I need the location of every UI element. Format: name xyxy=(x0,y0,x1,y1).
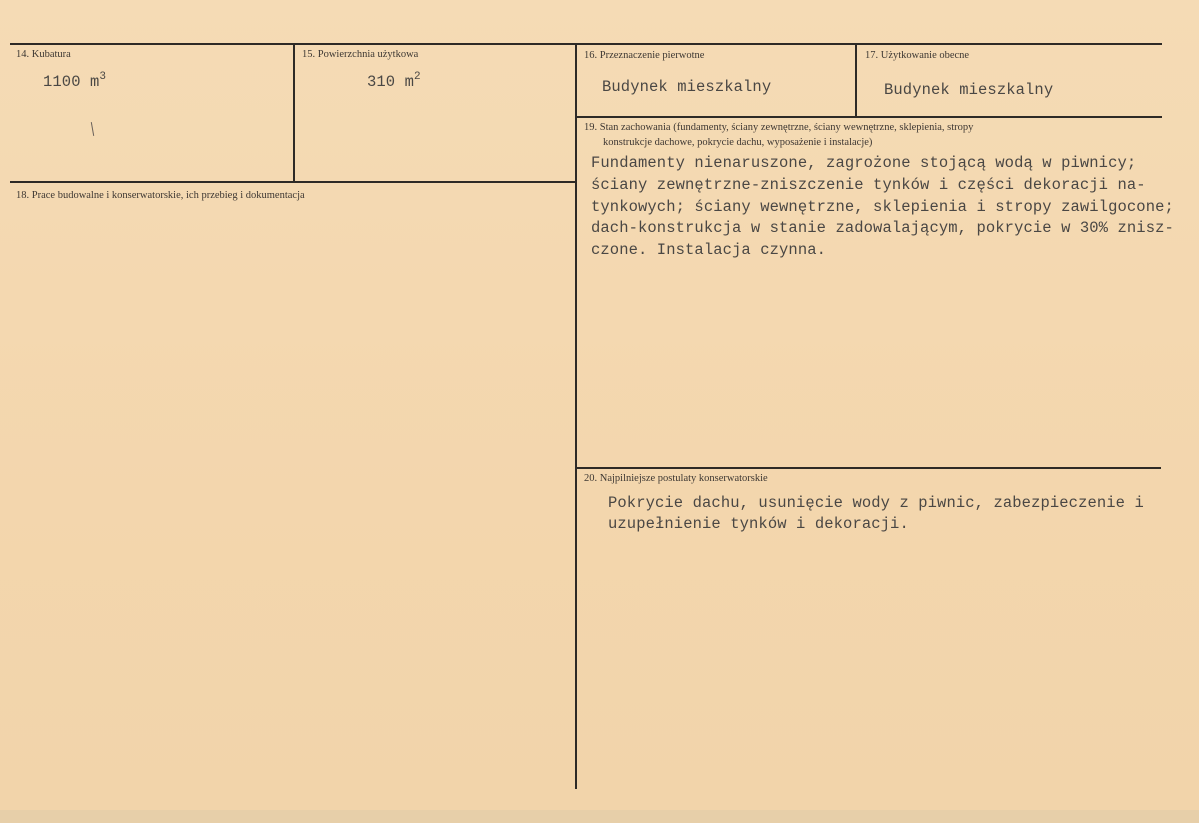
field-15-label: 15. Powierzchnia użytkowa xyxy=(302,49,419,60)
field-14-value xyxy=(43,72,106,94)
field-19-line: tynkowych; ściany wewnętrzne, sklepienia i stropy zawilgocone; xyxy=(591,198,1174,216)
field-19-label-line2: konstrukcje dachowe, pokrycie dachu, wyposażenie i instalacje) xyxy=(603,137,873,148)
divider-main xyxy=(575,45,577,789)
rule-above-20 xyxy=(577,467,1161,469)
field-15-value xyxy=(367,72,421,94)
rule-below-14-15 xyxy=(10,181,576,183)
divider-16-17 xyxy=(855,45,857,117)
pencil-mark xyxy=(91,122,94,136)
field-14-exponent: 3 xyxy=(99,71,107,83)
field-19-line: dach-konstrukcja w stanie zadowalającym, pokrycie w 30% znisz- xyxy=(591,219,1174,237)
field-17-label: 17. Użytkowanie obecne xyxy=(865,50,970,61)
field-15-exponent: 2 xyxy=(414,71,421,83)
top-rule xyxy=(10,43,1162,45)
field-17-value: Budynek mieszkalny xyxy=(884,81,1054,99)
field-19-line: czone. Instalacja czynna. xyxy=(591,241,827,259)
field-14-label: 14. Kubatura xyxy=(16,49,71,60)
field-20-line: Pokrycie dachu, usunięcie wody z piwnic, zabezpieczenie i xyxy=(608,494,1144,512)
field-20-line: uzupełnienie tynków i dekoracji. xyxy=(608,515,909,533)
field-20-label: 20. Najpilniejsze postulaty konserwatorskie xyxy=(584,473,768,484)
field-16-label: 16. Przeznaczenie pierwotne xyxy=(584,50,705,61)
divider-14-15 xyxy=(293,45,295,182)
field-19-line: ściany zewnętrzne-zniszczenie tynków i części dekoracji na- xyxy=(591,176,1146,194)
field-16-value: Budynek mieszkalny xyxy=(602,78,772,96)
field-19-label-line1: 19. Stan zachowania (fundamenty, ściany zewnętrzne, ściany wewnętrzne, sklepienia, stropy xyxy=(584,122,974,133)
field-14-number: 1100 m xyxy=(43,73,100,91)
field-15-number: 310 m xyxy=(367,73,415,91)
rule-below-16-17 xyxy=(577,116,1162,118)
card-bottom-edge xyxy=(0,810,1199,823)
field-19-line: Fundamenty nienaruszone, zagrożone stojącą wodą w piwnicy; xyxy=(591,154,1137,172)
field-18-label: 18. Prace budowalne i konserwatorskie, ich przebieg i dokumentacja xyxy=(16,190,305,201)
